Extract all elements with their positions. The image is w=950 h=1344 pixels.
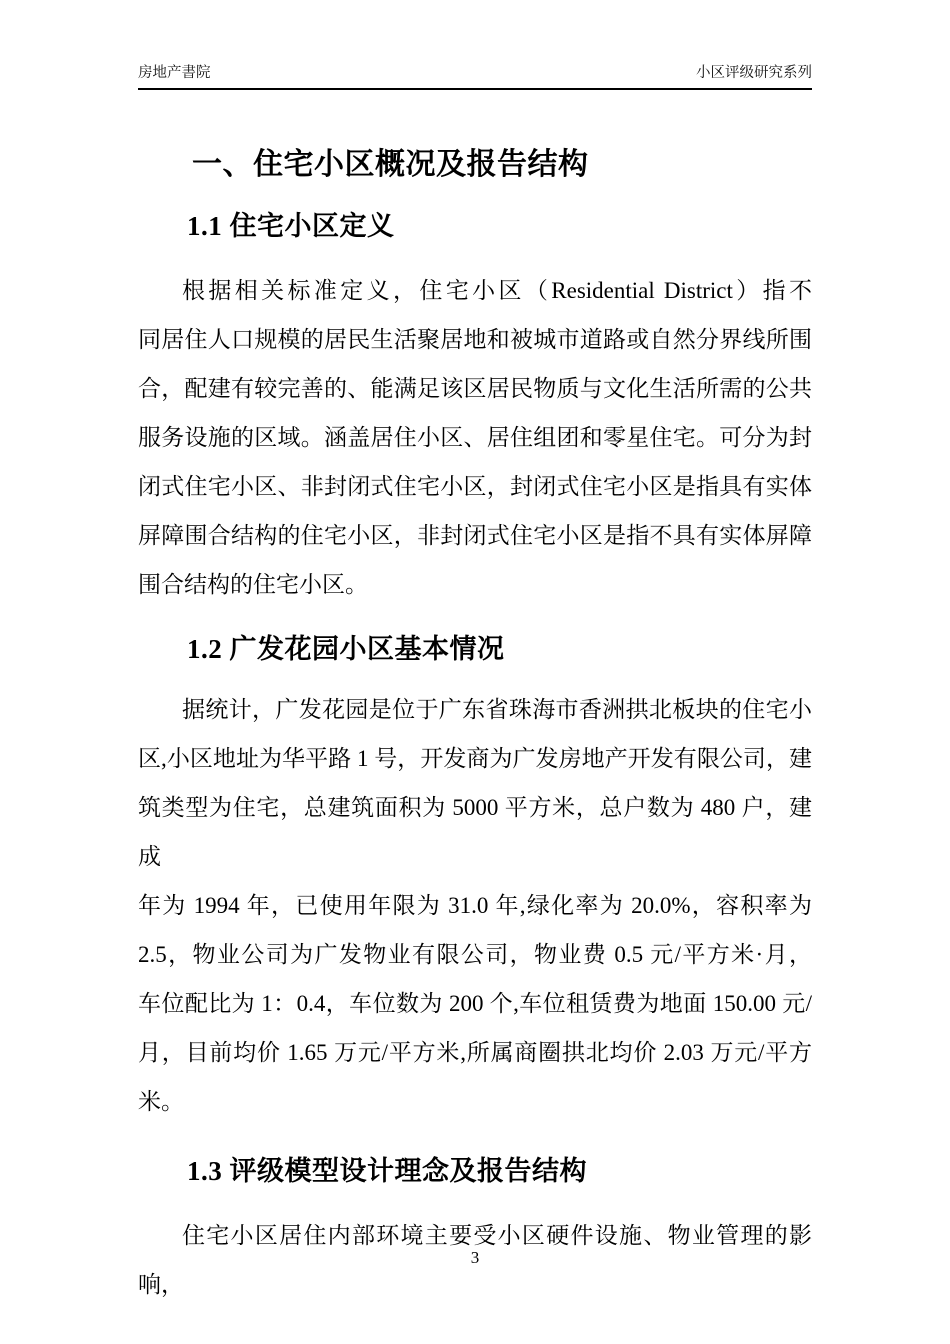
section-heading-1-2: 1.2 广发花园小区基本情况 xyxy=(187,634,505,664)
header-right-text: 小区评级研究系列 xyxy=(696,65,812,81)
paragraph-1-1 xyxy=(138,266,812,609)
text-line: 根据相关标准定义，住宅小区（Residential District）指不 xyxy=(182,278,812,303)
header-left-text: 房地产書院 xyxy=(138,65,211,81)
paragraph-1-2 xyxy=(138,685,812,1126)
page-number: 3 xyxy=(470,1248,480,1267)
text-line: 米。 xyxy=(138,1089,184,1114)
text-line: 车位配比为 1：0.4，车位数为 200 个,车位租赁费为地面 150.00 元/ xyxy=(138,991,812,1016)
chapter-heading: 一、住宅小区概况及报告结构 xyxy=(192,148,589,181)
section-heading-1-1: 1.1 住宅小区定义 xyxy=(187,211,395,241)
text-line: 合，配建有较完善的、能满足该区居民物质与文化生活所需的公共 xyxy=(138,376,812,401)
text-line: 住宅小区居住内部环境主要受小区硬件设施、物业管理的影响， xyxy=(138,1223,812,1297)
text-line: 服务设施的区域。涵盖居住小区、居住组团和零星住宅。可分为封 xyxy=(138,425,812,450)
text-line: 围合结构的住宅小区。 xyxy=(138,572,368,597)
text-line: 筑类型为住宅，总建筑面积为 5000 平方米，总户数为 480 户，建成 xyxy=(138,795,812,869)
text-line: 月，目前均价 1.65 万元/平方米,所属商圈拱北均价 2.03 万元/平方 xyxy=(138,1040,812,1065)
text-line: 2.5，物业公司为广发物业有限公司，物业费 0.5 元/平方米·月， xyxy=(138,942,812,967)
section-heading-1-3: 1.3 评级模型设计理念及报告结构 xyxy=(187,1156,587,1186)
text-line: 区,小区地址为华平路 1 号，开发商为广发房地产开发有限公司，建 xyxy=(138,746,812,771)
text-line: 年为 1994 年，已使用年限为 31.0 年,绿化率为 20.0%，容积率为 xyxy=(138,893,812,918)
text-line: 闭式住宅小区、非封闭式住宅小区，封闭式住宅小区是指具有实体 xyxy=(138,474,812,499)
text-line: 据统计，广发花园是位于广东省珠海市香洲拱北板块的住宅小 xyxy=(182,697,812,722)
page-footer xyxy=(0,1248,950,1268)
page-header xyxy=(138,65,812,90)
text-line: 同居住人口规模的居民生活聚居地和被城市道路或自然分界线所围 xyxy=(138,327,812,352)
text-line: 屏障围合结构的住宅小区，非封闭式住宅小区是指不具有实体屏障 xyxy=(138,523,812,548)
